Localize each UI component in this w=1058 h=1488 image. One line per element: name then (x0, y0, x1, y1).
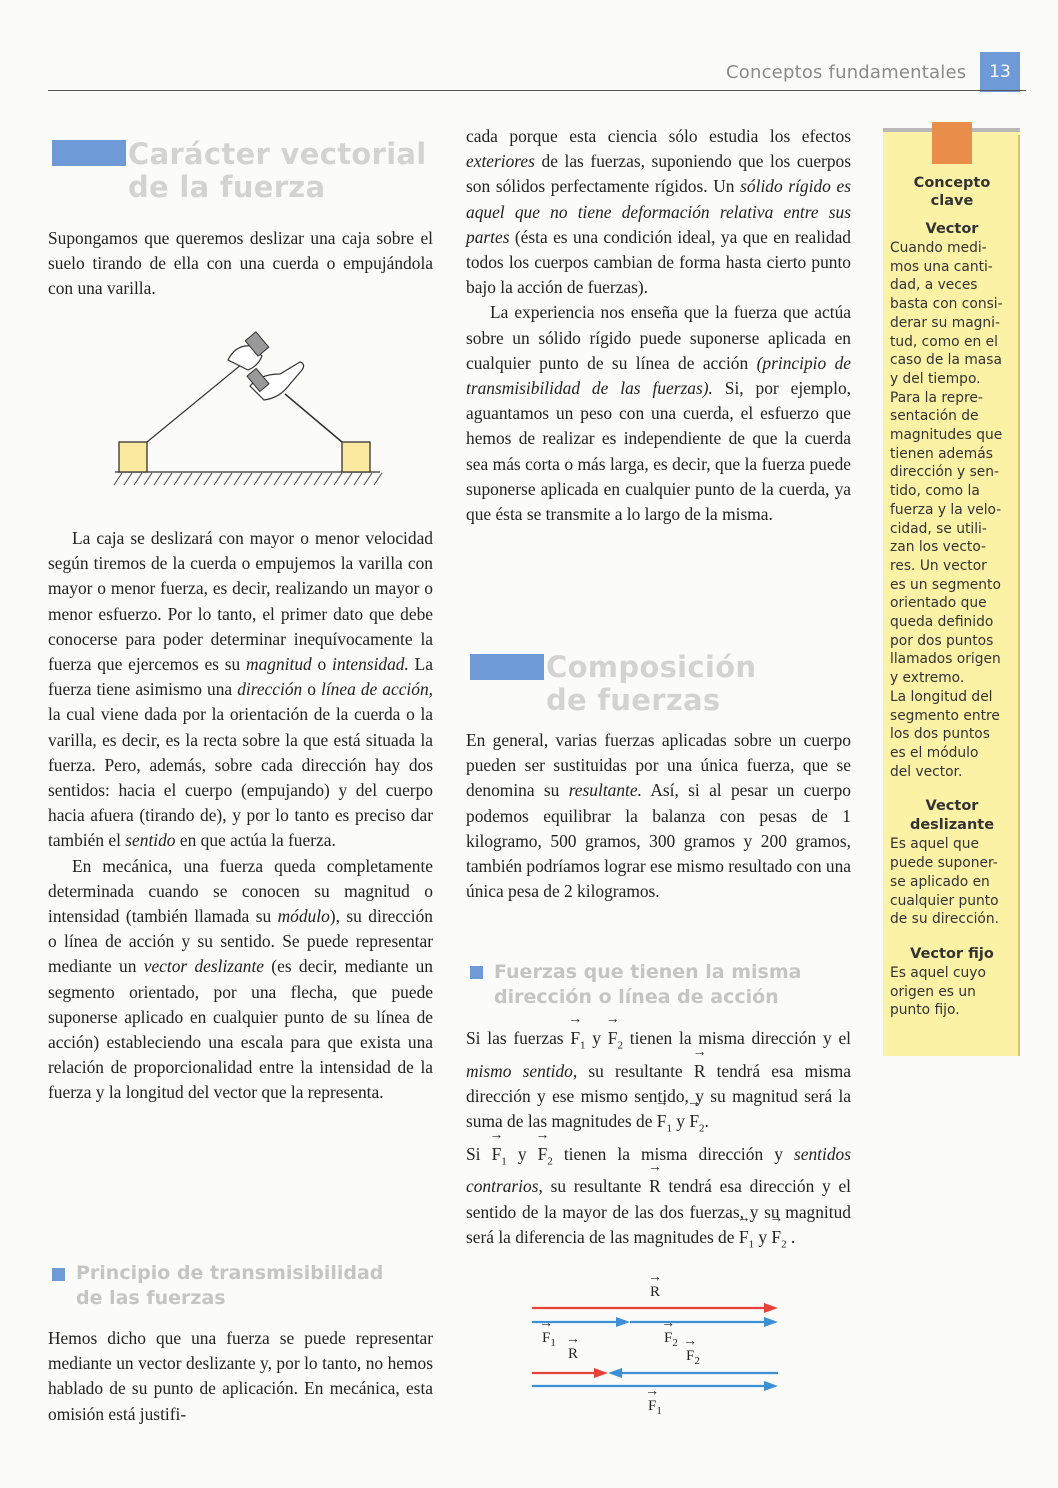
arrowhead-r-same (764, 1303, 778, 1313)
sidebar-line: tido, como la (890, 483, 980, 500)
label-f2-b: → $F_2$ (686, 1348, 700, 1367)
label-f1: → $F_1$ (542, 1330, 556, 1349)
section-title-bar-2 (470, 654, 544, 680)
sidebar-line: La longitud del (890, 688, 993, 705)
arrowhead-r-opp (594, 1368, 608, 1378)
arrowhead-f2-opp (608, 1368, 622, 1378)
header-rule (48, 90, 1026, 91)
sidebar-line: punto fijo. (890, 1002, 960, 1019)
section-title: Carácter vectorial de la fuerza (128, 137, 427, 204)
label-f2-a: → $F_2$ (664, 1330, 678, 1349)
sidebar-line: cidad, se utili- (890, 520, 987, 537)
sidebar-vector-head: Vector (925, 221, 979, 237)
sidebar-vf-head: Vector fijo (910, 945, 994, 962)
sidebar-line: origen es un (890, 983, 976, 1000)
sidebar-line: mos una canti- (890, 258, 993, 275)
sidebar-line: y del tiempo. (890, 370, 981, 387)
sidebar-line: de su dirección. (890, 911, 999, 928)
arrowhead-f2-same (764, 1317, 778, 1327)
label-f1-bot: → $F_1$ (648, 1398, 662, 1417)
running-header: Conceptos fundamentales (726, 62, 967, 83)
sidebar-line: Es aquel que (890, 836, 979, 853)
sidebar-line: llamados origen (890, 651, 1001, 668)
sidebar-line: puede suponer- (890, 855, 998, 872)
sidebar-line: dad, a veces (890, 277, 978, 294)
sidebar-edge (1018, 135, 1020, 1056)
sidebar-line: fuerza y la velo- (890, 501, 1002, 518)
section-title-2: Composición de fuerzas (546, 650, 757, 717)
arrowhead-f1-opp (764, 1381, 778, 1391)
sidebar-line: tienen además (890, 445, 993, 462)
subsection1-body: Hemos dicho que una fuerza se puede representar mediante un vector deslizante y, por lo tanto, no hemos hablado de su punto de aplicación. En mecánica, esta omisión está justifi- (48, 1328, 433, 1424)
arrowhead-f1-same (616, 1317, 630, 1327)
sidebar-line: Es aquel cuyo (890, 964, 986, 981)
subsection-marker-2 (470, 966, 483, 979)
sidebar-line: magnitudes que (890, 427, 1003, 444)
sidebar-line: del vector. (890, 763, 963, 780)
sidebar-line: sentación de (890, 408, 979, 425)
sidebar-line: segmento entre (890, 707, 1000, 724)
column2-body: cada porque esta ciencia sólo estudia los efectos exteriores de las fuerzas, suponiendo que los cuerpos son sólidos perfectamente rígidos. Un sólido rígido es aquel que no tiene deformación relativa entre sus partes (ésta es una condición ideal, ya que en realidad todos los cuerpos cambian de forma hasta cierto punto bajo la acción de fuerzas). La experiencia nos enseña que la fuerza que actúa sobre un sólido rígido puede suponerse aplicada en cualquier punto de su línea de acción (principio de transmisibilidad de las fuerzas). Si, por ejemplo, aguantamos un peso con una cuerda, el esfuerzo que hemos de realizar es independiente de que la cuerda sea más corta o más larga, es decir, que la fuerza puede suponerse aplicada en cualquier punto de la cuerda, ya que ésta se transmite a lo largo de la misma. (466, 126, 852, 525)
box-illustration (100, 322, 390, 494)
sidebar-line: queda definido (890, 614, 994, 631)
section1-body: La caja se deslizará con mayor o menor velocidad según tiremos de la cuerda o empujemos la varilla con mayor o menor fuerza, es decir, realizando un mayor o menor esfuerzo. Por lo tanto, el primer dato que debe conocerse para poder determinar inequívocamente la fuerza que ejercemos es su magnitud o intensidad. La fuerza tiene asimismo una dirección o línea de acción, la cual viene dada por la orientación de la cuerda o la varilla, es decir, es la recta sobre la que está situada la fuerza. Pero, además, sobre cada dirección hay dos sentidos: hacia el cuerpo (empujando) y del cuerpo hacia afuera (tirando de), y por lo tanto es preciso dar también el sentido en que actúa la fuerza. En mecánica, una fuerza queda completamente determinada cuando se conocen su magnitud o intensidad (también llamada su módulo), su dirección o línea de acción y su sentido. Se puede representar mediante un vector deslizante (es decir, mediante un segmento orientado, por una flecha, que puede suponerse aplicado en cualquier punto de su línea de acción) estableciendo una escala para que exista una relación de proporcionalidad entre la intensidad de la fuerza y la longitud del vector que la representa. (48, 528, 433, 1103)
sidebar-vector-body (890, 239, 1014, 781)
sidebar-line: los dos puntos (890, 726, 990, 743)
sidebar-line: Para la repre- (890, 389, 983, 406)
sidebar-line: zan los vecto- (890, 539, 986, 556)
sidebar-line: se aplicado en (890, 873, 990, 890)
subsection2-body: Si las fuerzas → $F_1$ $y \to F_2$ tienen la misma dirección y el mismo sentido, su resultante → R tendrá esa misma dirección y ese mismo sentido, y su magnitud será la suma de las magnitudes de → $F_1$ $y \to F_2$. $Si \to F_1$ $y \to F_2$ tienen la misma dirección y sentidos contrarios, su resultante → R tendrá esa dirección y el sentido de la mayor de las dos fuerzas, y su magnitud será la diferencia de las magnitudes de → $F_1$ $y \to F_2$ . (466, 1026, 851, 1258)
sidebar-line: dirección y sen- (890, 464, 999, 481)
sidebar-vd-body (890, 835, 1014, 929)
sidebar-line: por dos puntos (890, 632, 994, 649)
sidebar-vf-body (890, 964, 1014, 1020)
sidebar-marker (932, 122, 972, 164)
sidebar-line: orientado que (890, 595, 987, 612)
sidebar-line: caso de la masa (890, 352, 1002, 369)
label-r-mid: → R (568, 1346, 578, 1363)
sidebar-line: tud, como en el (890, 333, 998, 350)
label-r-top: → R (650, 1284, 660, 1301)
sidebar-vd-head: Vector (925, 798, 979, 815)
sidebar-line: Cuando medi- (890, 240, 987, 256)
sidebar-line: res. Un vector (890, 557, 987, 574)
sidebar-line: es el módulo (890, 744, 979, 761)
sidebar-line: basta con consi- (890, 296, 1003, 313)
sidebar-content: Concepto clave Vector Cuando medi- mos una canti- dad, a veces basta con consi- derar su magni- tud, como en el caso de la masa y del tiempo. Para la repre- sentación de magnitudes que tienen además dirección y sen- tido, como la fuerza y la velo- cidad, se utili- zan los vecto- res. Un vector es un segmento orientado que queda definido por dos puntos llamados origen y extremo. La longitud del segmento entre los dos puntos es el módulo del vector. Vector deslizante Es aquel que puede suponer- se aplicado en cualquier punto de su dirección. Vector fijo Es aquel cuyo origen es un punto fijo. (890, 174, 1014, 1020)
sidebar-line: es un segmento (890, 576, 1001, 593)
subsection-title-2: Fuerzas que tienen la misma dirección o línea de acción (494, 961, 802, 1008)
intro-paragraph: Supongamos que queremos deslizar una caja sobre el suelo tirando de ella con una cuerda o empujándola con una varilla. (48, 228, 433, 299)
sidebar-line: derar su magni- (890, 314, 1000, 331)
sidebar-line: cualquier punto (890, 892, 999, 909)
section2-body: En general, varias fuerzas aplicadas sobre un cuerpo pueden ser sustituidas por una única fuerza, que se denomina su resultante. Así, si al pesar un cuerpo podemos equilibrar la balanza con pesas de 1 kilogramo, 500 gramos, 300 gramos y 200 gramos, también podríamos lograr ese mismo resultado con una única pesa de 2 kilogramos. (466, 730, 851, 902)
section-title-bar (52, 140, 126, 166)
subsection-title: Principio de transmisibilidad de las fuerzas (76, 1262, 384, 1309)
sidebar-title: Concepto (913, 175, 991, 191)
subsection-marker (52, 1268, 65, 1281)
page-number: 13 (980, 52, 1020, 92)
sidebar-line: y extremo. (890, 670, 965, 687)
